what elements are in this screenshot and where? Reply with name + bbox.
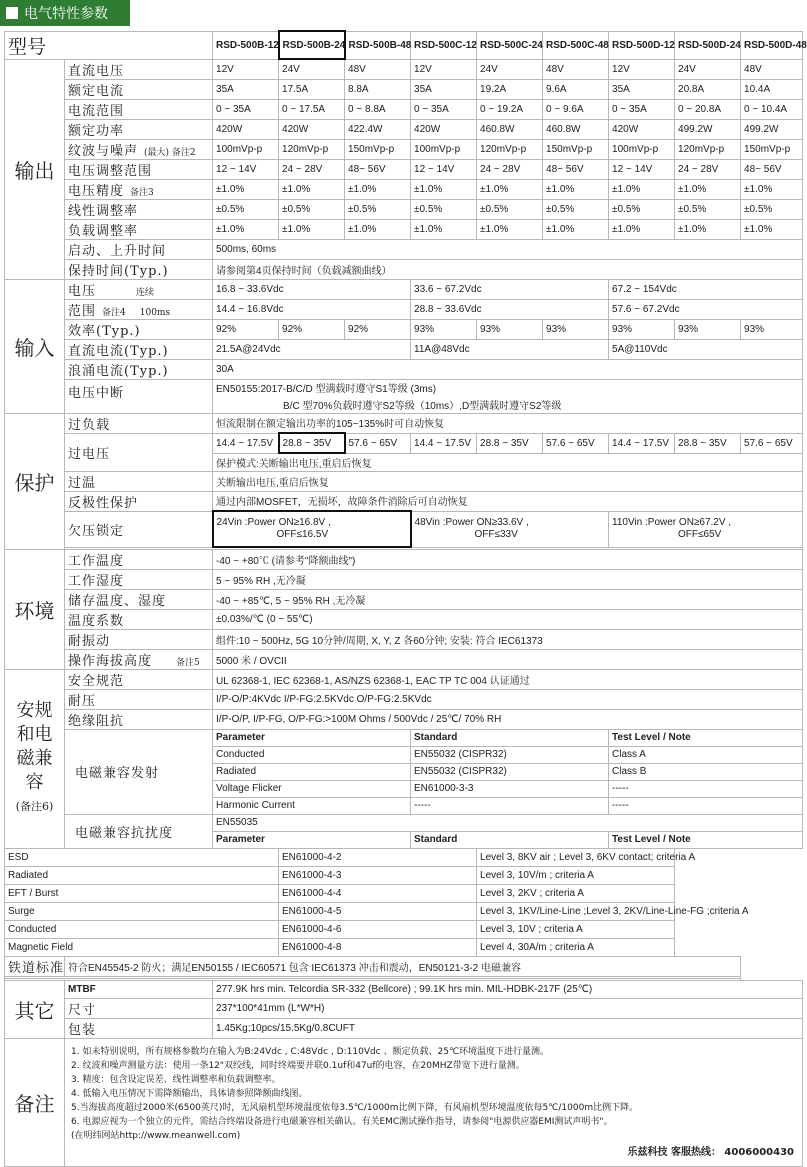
reverse-row xyxy=(5,491,803,511)
environment-label: 工作湿度 xyxy=(65,569,213,589)
input-range-label: 范围 备注4 100ms xyxy=(65,299,213,319)
output-value: ±1.0% xyxy=(477,179,543,199)
output-row xyxy=(5,79,803,99)
ovp-value: 57.6 ~ 65V xyxy=(345,433,411,453)
output-value: 0 ~ 35A xyxy=(411,99,477,119)
environment-section xyxy=(5,549,803,669)
environment-row xyxy=(5,629,803,649)
output-value: 0 ~ 17.5A xyxy=(279,99,345,119)
spec-table xyxy=(4,30,807,1167)
ovp-value: 57.6 ~ 65V xyxy=(543,433,609,453)
output-value: 420W xyxy=(411,119,477,139)
emi-cell: Voltage Flicker xyxy=(213,780,411,797)
output-value: ±0.5% xyxy=(279,199,345,219)
ems-header-cell: Parameter xyxy=(213,831,411,848)
output-value: 0 ~ 19.2A xyxy=(477,99,543,119)
mtbf-label: MTBF xyxy=(65,980,213,998)
output-row xyxy=(5,99,803,119)
output-value: 0 ~ 35A xyxy=(213,99,279,119)
output-value: 0 ~ 20.8A xyxy=(675,99,741,119)
interrupt-row-1 xyxy=(5,379,803,396)
output-row xyxy=(5,119,803,139)
output-value: 24 ~ 28V xyxy=(477,159,543,179)
ems-cell: EN61000-4-4 xyxy=(279,884,477,902)
uvlo-value: 48Vin :Power ON≥33.6V , OFF≤33V xyxy=(411,511,609,547)
output-value: 24 ~ 28V xyxy=(279,159,345,179)
safety-category: 安规 和电 磁兼 容 (备注6) xyxy=(5,669,65,848)
input-100ms-range: 28.8 ~ 33.6Vdc xyxy=(411,299,609,319)
ems-cell: Surge xyxy=(5,902,279,920)
model-name: RSD-500C-12 xyxy=(411,31,477,59)
ems-label: 电磁兼容抗扰度 xyxy=(65,814,213,848)
output-value: 420W xyxy=(213,119,279,139)
output-value: ±1.0% xyxy=(675,179,741,199)
model-name: RSD-500D-24 xyxy=(675,31,741,59)
output-value: 24V xyxy=(675,59,741,79)
ovp-value: 14.4 ~ 17.5V xyxy=(213,433,279,453)
efficiency-value: 93% xyxy=(411,319,477,339)
output-value: ±1.0% xyxy=(741,219,803,239)
output-value: 35A xyxy=(213,79,279,99)
pack-value: 1.45Kg;10pcs/15.5Kg/0.8CUFT xyxy=(213,1018,803,1038)
ems-cell: EN61000-4-2 xyxy=(279,848,477,866)
input-cont-range: 33.6 ~ 67.2Vdc xyxy=(411,279,609,299)
emi-cell: Radiated xyxy=(213,763,411,780)
output-value: ±1.0% xyxy=(345,219,411,239)
output-value: ±0.5% xyxy=(543,199,609,219)
mtbf-row xyxy=(5,980,803,998)
input-category: 输入 xyxy=(5,279,65,413)
output-value: 48~ 56V xyxy=(543,159,609,179)
efficiency-label: 效率(Typ.) xyxy=(65,319,213,339)
output-value: 12V xyxy=(609,59,675,79)
dc-current-value: 5A@110Vdc xyxy=(609,339,803,359)
ems-cell: EN61000-4-3 xyxy=(279,866,477,884)
emi-label: 电磁兼容发射 xyxy=(65,729,213,814)
model-name: RSD-500C-24 xyxy=(477,31,543,59)
output-value: 24 ~ 28V xyxy=(675,159,741,179)
output-value: 0 ~ 35A xyxy=(609,99,675,119)
output-value: 35A xyxy=(411,79,477,99)
ems-cell: Conducted xyxy=(5,920,279,938)
overload-value: 恒流限制在额定输出功率的105~135%时可自动恢复 xyxy=(213,413,803,433)
output-value: ±0.5% xyxy=(741,199,803,219)
environment-label: 温度系数 xyxy=(65,609,213,629)
output-value: 12V xyxy=(213,59,279,79)
output-value: 12 ~ 14V xyxy=(609,159,675,179)
ems-row xyxy=(5,938,803,956)
output-value: 100mVp-p xyxy=(411,139,477,159)
input-100ms-range: 14.4 ~ 16.8Vdc xyxy=(213,299,411,319)
note-line: 4. 低输入电压情况下需降额输出，具体请参照降额曲线图。 xyxy=(71,1088,308,1099)
environment-row xyxy=(5,569,803,589)
output-value: 9.6A xyxy=(543,79,609,99)
efficiency-value: 93% xyxy=(543,319,609,339)
output-value: ±1.0% xyxy=(213,219,279,239)
output-row-label: 额定功率 xyxy=(65,119,213,139)
output-value: 420W xyxy=(609,119,675,139)
output-value: 0 ~ 9.6A xyxy=(543,99,609,119)
interrupt-line-2: B/C 型70%负载时遵守S2等级（10ms）,D型满载时遵守S2等级 xyxy=(213,396,803,413)
overload-label: 过负载 xyxy=(65,413,213,433)
output-value: 0 ~ 8.8A xyxy=(345,99,411,119)
efficiency-row xyxy=(5,319,803,339)
emi-cell: EN55032 (CISPR32) xyxy=(411,746,609,763)
output-value: 150mVp-p xyxy=(543,139,609,159)
note-line: 6. 电源应视为一个独立的元件，需结合终端设备进行电磁兼容相关确认。有关EMC测试操作指导，请参阅"电源供应器EMI测试声明书"。 xyxy=(71,1116,613,1127)
hold-label: 保持时间(Typ.) xyxy=(65,259,213,279)
pack-label: 包装 xyxy=(65,1018,213,1038)
output-value: ±1.0% xyxy=(675,219,741,239)
output-row-label: 负载调整率 xyxy=(65,219,213,239)
startup-value: 500ms, 60ms xyxy=(213,239,803,259)
efficiency-value: 93% xyxy=(675,319,741,339)
efficiency-value: 93% xyxy=(477,319,543,339)
output-value: ±1.0% xyxy=(609,179,675,199)
output-value: ±0.5% xyxy=(477,199,543,219)
header-square-icon xyxy=(6,7,18,19)
overload-row xyxy=(5,413,803,433)
ems-cell: Level 3, 10V ; criteria A xyxy=(477,920,675,938)
emi-cell: Conducted xyxy=(213,746,411,763)
ovp-value: 28.8 ~ 35V xyxy=(279,433,345,453)
output-row-label: 电压精度 备注3 xyxy=(65,179,213,199)
safety-std-value: UL 62368-1, IEC 62368-1, AS/NZS 62368-1, EAC TP TC 004 认证通过 xyxy=(213,669,803,689)
output-value: 100mVp-p xyxy=(213,139,279,159)
output-row xyxy=(5,199,803,219)
startup-row xyxy=(5,239,803,259)
output-value: 48V xyxy=(741,59,803,79)
output-row-label: 额定电流 xyxy=(65,79,213,99)
size-value: 237*100*41mm (L*W*H) xyxy=(213,998,803,1018)
environment-row xyxy=(5,609,803,629)
efficiency-value: 93% xyxy=(609,319,675,339)
output-value: 150mVp-p xyxy=(345,139,411,159)
emi-cell: ----- xyxy=(609,797,803,814)
startup-label: 启动、上升时间 xyxy=(65,239,213,259)
note-line: 5.当海拔高度超过2000米(6500英尺)时，无风扇机型环境温度依每3.5℃/1000m比例下降，有风扇机型环境温度依每5℃/1000m比例下降。 xyxy=(71,1102,639,1113)
input-cont-range: 67.2 ~ 154Vdc xyxy=(609,279,803,299)
output-value: 48V xyxy=(345,59,411,79)
note-line: 2. 纹波和噪声测量方法：使用一条12"双绞线，同时终端要并联0.1uf和47uf的电容，在20MHZ带宽下进行量测。 xyxy=(71,1060,525,1071)
output-value: 422.4W xyxy=(345,119,411,139)
output-value: ±0.5% xyxy=(411,199,477,219)
isolation-value: I/P-O/P, I/P-FG, O/P-FG:>100M Ohms / 500Vdc / 25℃/ 70% RH xyxy=(213,709,803,729)
output-row-label: 电流范围 xyxy=(65,99,213,119)
rail-value: 符合EN45545-2 防火；满足EN50155 / IEC60571 包含 IEC61373 冲击和震动，EN50121-3-2 电磁兼容 xyxy=(65,956,741,976)
emi-cell: EN61000-3-3 xyxy=(411,780,609,797)
output-value: ±1.0% xyxy=(411,179,477,199)
output-category: 输出 xyxy=(5,59,65,279)
emi-header-row xyxy=(5,729,803,746)
ovp-mode: 保护模式:关断输出电压,重启后恢复 xyxy=(213,453,803,471)
output-value: ±1.0% xyxy=(279,179,345,199)
dc-current-value: 21.5A@24Vdc xyxy=(213,339,411,359)
environment-value: 5 ~ 95% RH ,无冷凝 xyxy=(213,569,803,589)
input-voltage-row-cont xyxy=(5,279,803,299)
output-value: 120mVp-p xyxy=(675,139,741,159)
size-label: 尺寸 xyxy=(65,998,213,1018)
emi-cell: EN55032 (CISPR32) xyxy=(411,763,609,780)
withstand-value: I/P-O/P:4KVdc I/P-FG:2.5KVdc O/P-FG:2.5KVdc xyxy=(213,689,803,709)
output-value: 48~ 56V xyxy=(345,159,411,179)
efficiency-value: 92% xyxy=(213,319,279,339)
output-value: ±0.5% xyxy=(609,199,675,219)
notes-body xyxy=(65,1038,803,1166)
environment-label: 储存温度、湿度 xyxy=(65,589,213,609)
output-value: 150mVp-p xyxy=(741,139,803,159)
output-value: 17.5A xyxy=(279,79,345,99)
environment-value: -40 ~ +85℃, 5 ~ 95% RH ,无冷凝 xyxy=(213,589,803,609)
environment-label: 工作温度 xyxy=(65,549,213,569)
environment-category: 环境 xyxy=(5,549,65,669)
emi-header-cell: Parameter xyxy=(213,729,411,746)
input-voltage-label: 电压 连续 xyxy=(65,279,213,299)
isolation-row xyxy=(5,709,803,729)
type-label: 型号 xyxy=(5,31,213,59)
model-name: RSD-500C-48 xyxy=(543,31,609,59)
environment-value: 组件:10 ~ 500Hz, 5G 10分钟/周期, X, Y, Z 各60分钟; 安装: 符合 IEC61373 xyxy=(213,629,803,649)
model-row xyxy=(5,31,803,59)
output-value: 12V xyxy=(411,59,477,79)
efficiency-value: 92% xyxy=(345,319,411,339)
spec-sheet xyxy=(4,30,807,1158)
ems-cell: Level 3, 8KV air ; Level 3, 6KV contact; criteria A xyxy=(477,848,675,866)
output-value: 100mVp-p xyxy=(609,139,675,159)
output-row xyxy=(5,139,803,159)
output-value: 460.8W xyxy=(477,119,543,139)
pack-row xyxy=(5,1018,803,1038)
ems-row xyxy=(5,902,803,920)
ems-cell: Level 4, 30A/m ; criteria A xyxy=(477,938,675,956)
output-value: ±0.5% xyxy=(345,199,411,219)
hold-value: 请参阅第4页保持时间（负载减额曲线） xyxy=(213,259,803,279)
otp-row xyxy=(5,471,803,491)
ovp-value: 28.8 ~ 35V xyxy=(675,433,741,453)
output-value: ±1.0% xyxy=(477,219,543,239)
safety-std-label: 安全规范 xyxy=(65,669,213,689)
output-value: 10.4A xyxy=(741,79,803,99)
otp-label: 过温 xyxy=(65,471,213,491)
size-row xyxy=(5,998,803,1018)
ems-cell: Radiated xyxy=(5,866,279,884)
model-name: RSD-500B-24 xyxy=(279,31,345,59)
output-value: 0 ~ 10.4A xyxy=(741,99,803,119)
otp-value: 关断输出电压,重启后恢复 xyxy=(213,471,803,491)
ems-cell: Level 3, 1KV/Line-Line ;Level 3, 2KV/Line-Line-FG ;criteria A xyxy=(477,902,675,920)
environment-row xyxy=(5,549,803,569)
output-value: ±1.0% xyxy=(609,219,675,239)
efficiency-value: 92% xyxy=(279,319,345,339)
output-value: 8.8A xyxy=(345,79,411,99)
emi-header-cell: Standard xyxy=(411,729,609,746)
uvlo-value: 24Vin :Power ON≥16.8V , OFF≤16.5V xyxy=(213,511,411,547)
emi-cell: Harmonic Current xyxy=(213,797,411,814)
output-value: 460.8W xyxy=(543,119,609,139)
ovp-value: 28.8 ~ 35V xyxy=(477,433,543,453)
output-value: 499.2W xyxy=(675,119,741,139)
output-value: 48~ 56V xyxy=(741,159,803,179)
model-name: RSD-500B-12 xyxy=(213,31,279,59)
output-value: 120mVp-p xyxy=(477,139,543,159)
withstand-label: 耐压 xyxy=(65,689,213,709)
output-row-label: 电压调整范围 xyxy=(65,159,213,179)
output-value: ±1.0% xyxy=(741,179,803,199)
output-value: ±1.0% xyxy=(411,219,477,239)
environment-value: 5000 米 / OVCII xyxy=(213,649,803,669)
output-row-label: 直流电压 xyxy=(65,59,213,79)
output-value: ±1.0% xyxy=(543,219,609,239)
input-cont-range: 16.8 ~ 33.6Vdc xyxy=(213,279,411,299)
ems-cell: ESD xyxy=(5,848,279,866)
ems-cell: EN61000-4-6 xyxy=(279,920,477,938)
output-value: ±1.0% xyxy=(213,179,279,199)
section-header xyxy=(0,0,130,26)
output-value: ±1.0% xyxy=(279,219,345,239)
ems-row xyxy=(5,920,803,938)
isolation-label: 绝缘阻抗 xyxy=(65,709,213,729)
ems-cell: Level 3, 2KV ; criteria A xyxy=(477,884,675,902)
others-category: 其它 xyxy=(5,980,65,1038)
protection-category: 保护 xyxy=(5,413,65,549)
ovp-value: 57.6 ~ 65V xyxy=(741,433,803,453)
output-row xyxy=(5,219,803,239)
output-value: 19.2A xyxy=(477,79,543,99)
ems-cell: Magnetic Field xyxy=(5,938,279,956)
section-title: 电气特性参数 xyxy=(24,6,108,22)
output-section xyxy=(5,59,803,279)
ovp-label: 过电压 xyxy=(65,433,213,471)
ems-cell: Level 3, 10V/m ; criteria A xyxy=(477,866,675,884)
output-value: 24V xyxy=(477,59,543,79)
environment-row xyxy=(5,649,803,669)
ovp-value: 14.4 ~ 17.5V xyxy=(411,433,477,453)
notes-category: 备注 xyxy=(5,1038,65,1166)
ems-row xyxy=(5,848,803,866)
reverse-value: 通过内部MOSFET，无损坏，故障条件消除后可自动恢复 xyxy=(213,491,803,511)
ems-top: EN55035 xyxy=(213,814,803,831)
ems-cell: EFT / Burst xyxy=(5,884,279,902)
ems-cell: EN61000-4-8 xyxy=(279,938,477,956)
ems-header-cell: Standard xyxy=(411,831,609,848)
inrush-value: 30A xyxy=(213,359,803,379)
inrush-label: 浪涌电流(Typ.) xyxy=(65,359,213,379)
notes-row xyxy=(5,1038,803,1166)
emi-cell: Class A xyxy=(609,746,803,763)
emi-header-cell: Test Level / Note xyxy=(609,729,803,746)
output-row xyxy=(5,159,803,179)
output-row-label: 线性调整率 xyxy=(65,199,213,219)
inrush-row xyxy=(5,359,803,379)
dc-current-value: 11A@48Vdc xyxy=(411,339,609,359)
interrupt-label: 电压中断 xyxy=(65,379,213,413)
model-name: RSD-500B-48 xyxy=(345,31,411,59)
mtbf-value: 277.9K hrs min. Telcordia SR-332 (Bellcore) ; 99.1K hrs min. MIL-HDBK-217F (25℃) xyxy=(213,980,803,998)
model-name: RSD-500D-48 xyxy=(741,31,803,59)
output-value: ±1.0% xyxy=(543,179,609,199)
dc-current-row xyxy=(5,339,803,359)
dc-current-label: 直流电流(Typ.) xyxy=(65,339,213,359)
output-row xyxy=(5,59,803,79)
ems-row xyxy=(5,866,803,884)
rail-label: 铁道标准 xyxy=(5,956,65,976)
output-value: 24V xyxy=(279,59,345,79)
uvlo-value: 110Vin :Power ON≥67.2V , OFF≤65V xyxy=(609,511,803,547)
output-value: 20.8A xyxy=(675,79,741,99)
output-value: 499.2W xyxy=(741,119,803,139)
output-value: 120mVp-p xyxy=(279,139,345,159)
rail-row xyxy=(5,956,803,976)
ovp-row xyxy=(5,433,803,453)
ems-cell: EN61000-4-5 xyxy=(279,902,477,920)
uvlo-label: 欠压锁定 xyxy=(65,511,213,547)
safety-std-row xyxy=(5,669,803,689)
output-value: 12 ~ 14V xyxy=(213,159,279,179)
emi-cell: ----- xyxy=(411,797,609,814)
ems-top-row xyxy=(5,814,803,831)
ems-rows xyxy=(5,848,803,956)
note-line: (在明纬网站http://www.meanwell.com) xyxy=(71,1130,241,1141)
emi-cell: ----- xyxy=(609,780,803,797)
interrupt-line-1: EN50155:2017-B/C/D 型满载时遵守S1等级 (3ms) xyxy=(213,379,803,396)
output-row-label: 纹波与噪声 (最大) 备注2 xyxy=(65,139,213,159)
ems-header-cell: Test Level / Note xyxy=(609,831,803,848)
environment-label: 操作海拔高度 备注5 xyxy=(65,649,213,669)
input-100ms-range: 57.6 ~ 67.2Vdc xyxy=(609,299,803,319)
environment-row xyxy=(5,589,803,609)
output-value: 420W xyxy=(279,119,345,139)
output-row xyxy=(5,179,803,199)
output-value: 12 ~ 14V xyxy=(411,159,477,179)
input-voltage-row-100ms xyxy=(5,299,803,319)
ovp-value: 14.4 ~ 17.5V xyxy=(609,433,675,453)
output-value: ±1.0% xyxy=(345,179,411,199)
environment-label: 耐振动 xyxy=(65,629,213,649)
reverse-label: 反极性保护 xyxy=(65,491,213,511)
withstand-row xyxy=(5,689,803,709)
hotline: 乐兹科技 客服热线： 4006000430 xyxy=(627,1146,795,1158)
note-line: 1. 如未特别说明，所有规格参数均在输入为B:24Vdc , C:48Vdc , D:110Vdc 、额定负载、25℃环境温度下进行量测。 xyxy=(71,1046,550,1057)
output-value: ±0.5% xyxy=(213,199,279,219)
hold-row xyxy=(5,259,803,279)
model-name: RSD-500D-12 xyxy=(609,31,675,59)
environment-value: ±0.03%/℃ (0 ~ 55℃) xyxy=(213,609,803,629)
environment-value: -40 ~ +80℃ (请参考"降额曲线") xyxy=(213,549,803,569)
output-value: 35A xyxy=(609,79,675,99)
ems-row xyxy=(5,884,803,902)
uvlo-row xyxy=(5,511,803,547)
efficiency-value: 93% xyxy=(741,319,803,339)
note-line: 3. 精度：包含设定误差、线性调整率和负载调整率。 xyxy=(71,1074,281,1085)
output-value: 48V xyxy=(543,59,609,79)
output-value: ±0.5% xyxy=(675,199,741,219)
emi-cell: Class B xyxy=(609,763,803,780)
